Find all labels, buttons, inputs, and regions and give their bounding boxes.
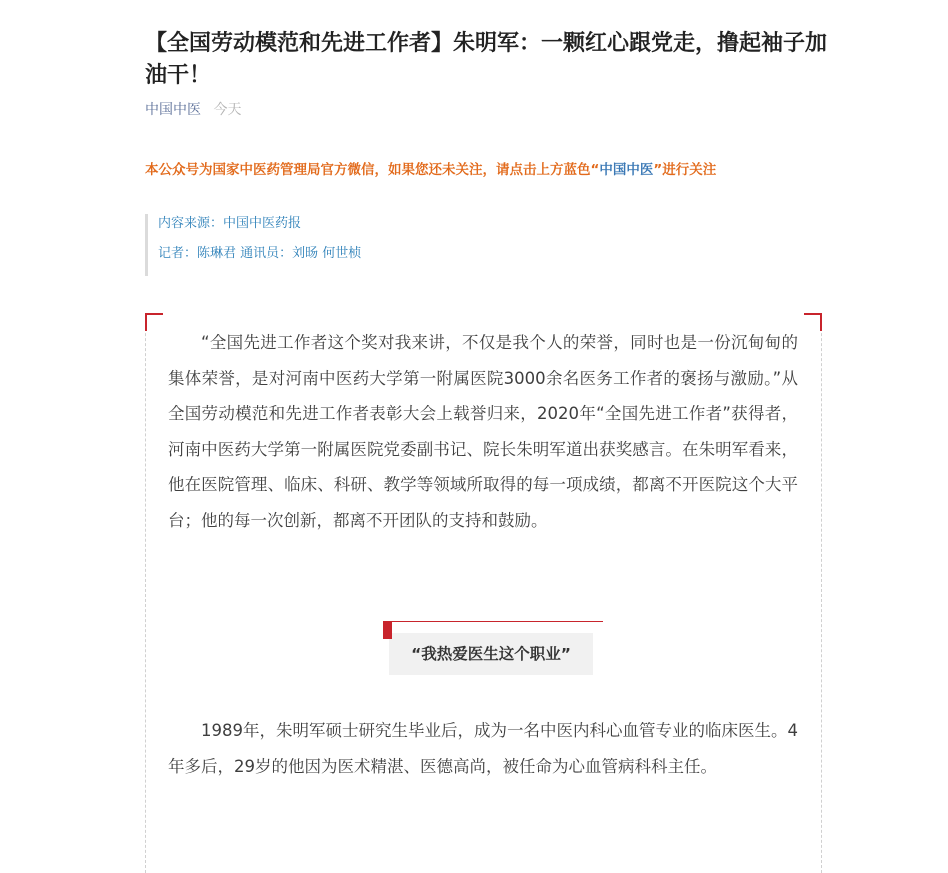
article-title: 【全国劳动模范和先进工作者】朱明军：一颗红心跟党走，撸起袖子加油干！ <box>145 31 828 88</box>
reporter-credits: 记者：陈琳君 通讯员：刘旸 何世桢 <box>158 246 362 261</box>
frame-corner-top-left-decoration <box>145 313 163 331</box>
subheading-accent-line <box>383 621 603 622</box>
article-meta <box>145 100 241 120</box>
content-source: 内容来源：中国中医药报 <box>158 216 302 231</box>
follow-notice-text-before: 本公众号为国家中医药管理局官方微信，如果您还未关注，请点击上方蓝色“ <box>145 162 600 178</box>
publish-time: 今天 <box>213 102 242 118</box>
follow-notice-account-highlight: 中国中医 <box>599 162 654 178</box>
account-name-link[interactable]: 中国中医 <box>145 102 201 118</box>
subheading-accent-marker <box>383 621 392 639</box>
source-info-box <box>145 214 361 276</box>
follow-notice-text-after: ”进行关注 <box>653 162 717 178</box>
body-paragraph-2: 1989年，朱明军硕士研究生毕业后，成为一名中医内科心血管专业的临床医生。4年多后，29岁的他因为医术精湛、医德高尚，被任命为心血管病科科主任。 <box>168 721 798 776</box>
follow-notice <box>145 160 716 180</box>
body-paragraph-1: “全国先进工作者这个奖对我来讲，不仅是我个人的荣誉，同时也是一份沉甸甸的集体荣誉，是对河南中医药大学第一附属医院3000余名医务工作者的褒扬与激励。”从全国劳动模范和先进工作者表彰大会上载誉归来，2020年“全国先进工作者”获得者，河南中医药大学第一附属医院党委副书记、院长朱明军道出获奖感言。在朱明军看来，他在医院管理、临床、科研、教学等领域所取得的每一项成绩，都离不开医院这个大平台；他的每一次创新，都离不开团队的支持和鼓励。 <box>168 333 798 530</box>
frame-corner-top-right-decoration <box>804 313 822 331</box>
section-subheading <box>383 621 603 671</box>
subheading-label: “我热爱医生这个职业” <box>389 633 593 675</box>
article-body-frame <box>145 313 822 873</box>
